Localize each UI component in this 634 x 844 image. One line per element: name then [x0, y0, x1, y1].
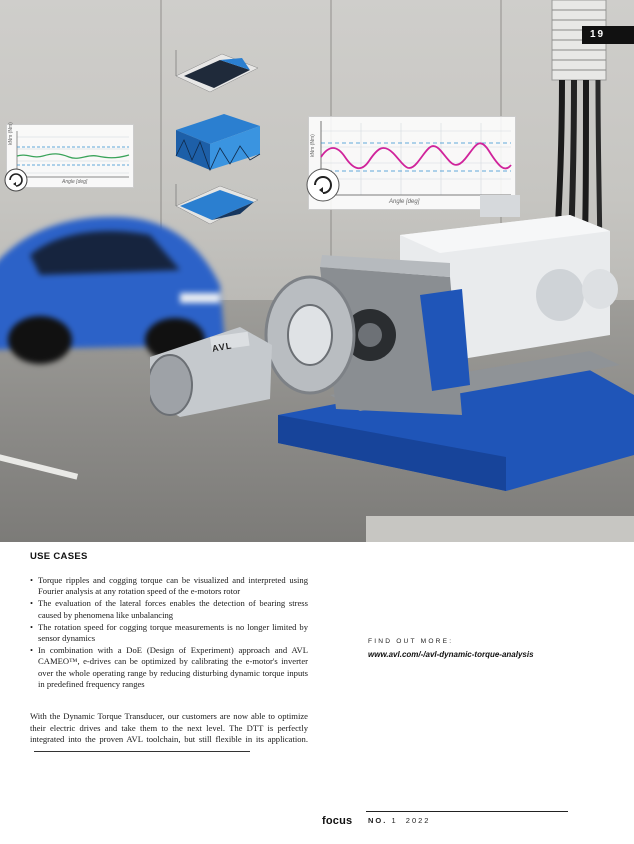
list-item-text: The rotation speed for cogging torque measurements is no longer limited by sensor dynamics [38, 621, 308, 644]
chart-right-xlabel: Angle [deg] [389, 199, 420, 205]
bullet-icon: • [30, 645, 34, 656]
end-of-article-rule [34, 751, 250, 752]
bullet-icon: • [30, 598, 34, 609]
body-paragraph [30, 711, 308, 757]
surface-plot-top-icon [170, 46, 262, 104]
list-item [30, 622, 308, 644]
chart-left-xlabel: Angle [deg] [62, 179, 88, 185]
machine-logo: AVL [211, 340, 234, 354]
bullet-icon: • [30, 621, 34, 632]
use-cases-title: USE CASES [30, 551, 88, 562]
body-text: With the Dynamic Torque Transducer, our customers are now able to optimize their electric drives and take them to the next level. The DTT is perfectly integrated into the proven AVL toolchain, but still flexible in its application. [30, 711, 308, 745]
hero-bottom-strip [366, 516, 634, 542]
list-item-text: The evaluation of the lateral forces enables the detection of bearing stress caused by phenomena like unbalancing [38, 598, 308, 620]
footer-rule [366, 811, 568, 812]
chart-left-ylabel: kNm (Nm) [8, 122, 14, 145]
list-item-text: In combination with a DoE (Design of Experiment) approach and AVL CAMEO™, e-drives can be optimized by calibrating the e-motor's inverter over the whole operating range by reducing disturbing dynamic torque inputs in predefined frequency ranges [38, 645, 308, 689]
page-number-badge: 19 [582, 26, 634, 44]
issue-prefix: NO. [368, 816, 388, 825]
chart-right-ylabel: kNm (Nm) [310, 134, 316, 157]
find-out-more-label: FIND OUT MORE: [368, 638, 454, 645]
bullet-icon: • [30, 575, 34, 585]
list-item [30, 575, 308, 597]
list-item-text: Torque ripples and cogging torque can be visualized and interpreted using Fourier analysis at any rotation speed of the e-motors rotor [38, 575, 308, 597]
list-item [30, 645, 308, 690]
magazine-brand: focus [322, 815, 353, 827]
list-item [30, 598, 308, 620]
use-cases-list [30, 575, 308, 691]
issue-info [368, 816, 430, 825]
surface-plot-middle-icon [170, 110, 264, 174]
issue-number: 1 [391, 816, 398, 825]
issue-year: 2022 [405, 816, 431, 825]
find-out-more-link[interactable]: www.avl.com/-/avl-dynamic-torque-analysis [368, 650, 534, 659]
dynamic-torque-transducer-bench-icon [150, 185, 634, 495]
